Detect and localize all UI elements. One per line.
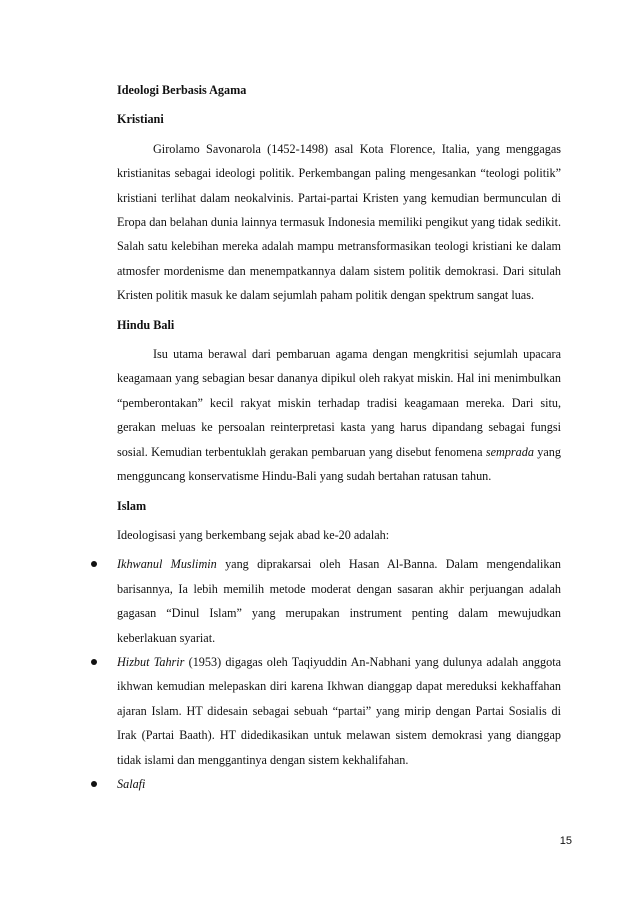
bullet-icon (91, 781, 97, 787)
hindu-bali-text-after: yang mengguncang konservatisme Hindu-Bali yang sudah bertahan ratusan tahun. (117, 444, 561, 484)
list-item-name: Salafi (117, 776, 146, 791)
list-item (117, 772, 561, 796)
list-item (117, 650, 561, 772)
list-item-name: Hizbut Tahrir (117, 654, 185, 669)
page-content (117, 78, 561, 796)
kristiani-paragraph: Girolamo Savonarola (1452-1498) asal Kota Florence, Italia, yang menggagas kristianitas sebagai ideologi politik. Perkembangan paling mengesankan “teologi politik” kristiani terlihat dalam neokalvinis. Partai-partai Kristen yang kemudian bermunculan di Eropa dan belahan dunia lainnya termasuk Indonesia memiliki pengikut yang tidak sedikit. Salah satu kelebihan mereka adalah mampu metransformasikan teologi kristiani ke dalam atmosfer mordenisme dan menempatkannya dalam sistem politik demokrasi. Dari situlah Kristen politik masuk ke dalam sejumlah paham politik dengan spektrum sangat luas. (117, 141, 561, 303)
list-item-name: Ikhwanul Muslimin (117, 557, 217, 572)
bullet-icon (91, 561, 97, 567)
bullet-icon (91, 659, 97, 665)
page-number: 15 (559, 835, 572, 847)
hindu-bali-heading: Hindu Bali (117, 317, 175, 332)
list-item (117, 552, 561, 650)
hindu-bali-paragraph (117, 342, 561, 488)
semprada-term: semprada (485, 444, 534, 459)
section-title: Ideologi Berbasis Agama (117, 83, 247, 97)
islam-intro: Ideologisasi yang berkembang sejak abad ke-20 adalah: (117, 527, 390, 542)
list-item-text: yang diprakarsai oleh Hasan Al-Banna. Dalam mengendalikan barisannya, Ia lebih memilih metode moderat dengan sasaran akhir perjuangan adalah gagasan “Dinul Islam” yang merupakan instrument penting dalam mewujudkan keberlakuan syariat. (117, 557, 561, 645)
islam-heading: Islam (117, 498, 147, 513)
list-item-text: (1953) digagas oleh Taqiyuddin An-Nabhani yang dulunya adalah anggota ikhwan kemudian melepaskan diri karena Ikhwan dianggap dapat mereduksi kekhaffahan ajaran Islam. HT didesain sebagai sebuah “partai” yang mirip dengan Partai Sosialis di Irak (Partai Baath). HT didedikasikan untuk melawan sistem demokrasi yang dianggap tidak islami dan menggantinya dengan sistem kekhalifahan. (117, 654, 561, 767)
islam-ideology-list (117, 552, 561, 796)
kristiani-heading: Kristiani (117, 112, 164, 127)
hindu-bali-text-before: Isu utama berawal dari pembaruan agama dengan mengkritisi sejumlah upacara keagamaan yang sebagian besar dananya dipikul oleh rakyat miskin. Hal ini menimbulkan “pemberontakan” kecil rakyat miskin terhadap tradisi keagamaan mereka. Dari situ, gerakan meluas ke persoalan reinterpretasi kasta yang harus dipandang sebagai fungsi sosial. Kemudian terbentuklah gerakan pembaruan yang disebut fenomena (117, 347, 561, 459)
